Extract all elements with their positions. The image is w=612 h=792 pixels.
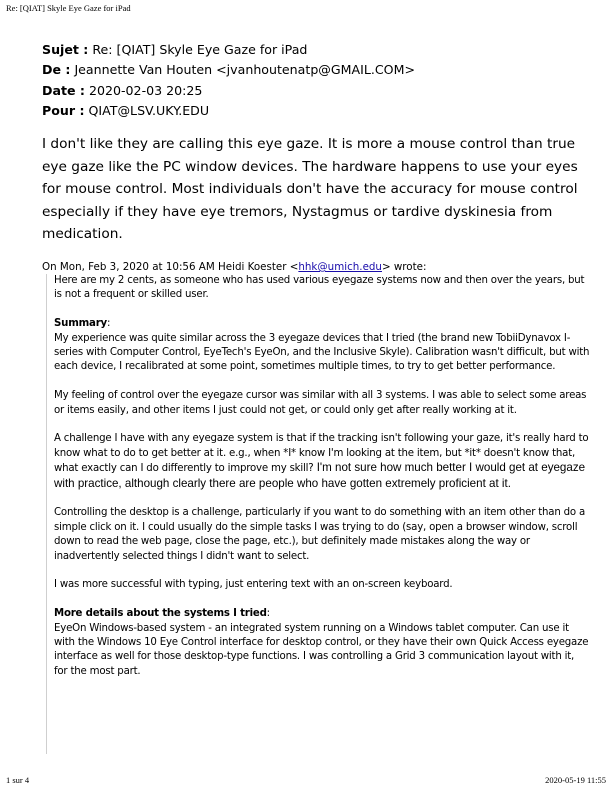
summary-heading-line [54, 317, 590, 331]
from-label: De : [42, 62, 71, 78]
quoted-message [46, 274, 590, 754]
date-label: Date : [42, 82, 85, 98]
quote-paragraph-4: Controlling the desktop is a challenge, particularly if you want to do something with an item other than do a simple click on it. I could usually do the simple tasks I was trying to do (say, open a browser window, scroll down to read the web page, close the page, etc.), but definitely made mistakes along the way or inadvertently selected things I didn't want to select. [54, 507, 586, 562]
quote-paragraph-3-main: A challenge I have with any eyegaze system is that if the tracking isn't following your gaze, it's really hard to know what to do to get better at it. e.g., when *I* know I'm looking at the item, but *it* doesn't know that, what exactly can I do differently to improve my skill? [54, 433, 589, 475]
attribution-email-link[interactable]: hhk@umich.edu [298, 261, 382, 273]
details-heading: More details about the systems I tried [54, 608, 267, 620]
quote-paragraph-2: My feeling of control over the eyegaze cursor was similar with all 3 systems. I was able to select some areas or items easily, and other items I just could not get, or could only get after really working at it. [54, 390, 587, 416]
to-value: QIAT@LSV.UKY.EDU [88, 103, 210, 119]
to-label: Pour : [42, 103, 85, 119]
subject-value: Re: [QIAT] Skyle Eye Gaze for iPad [92, 42, 308, 57]
quote-intro: Here are my 2 cents, as someone who has used various eyegaze systems now and then over the years, but is not a frequent or skilled user. [54, 275, 585, 301]
details-colon: : [266, 608, 270, 620]
quote-paragraph-1: My experience was quite similar across the 3 eyegaze devices that I tried (the brand new TobiiDynavox I-series with Computer Control, EyeTech's EyeOn, and the Inclusive Skyle). Calibration wasn't difficult, but with each device, I recalibrated at some point, sometimes multiple times, to try to get better performance. [54, 332, 590, 373]
attribution-suffix: > wrote: [381, 261, 427, 273]
email-headers [42, 40, 582, 122]
reply-body [42, 133, 582, 246]
date-row [42, 81, 582, 101]
quote-paragraph-5: I was more successful with typing, just entering text with an on-screen keyboard. [54, 579, 453, 591]
quote-paragraph-6: EyeOn Windows-based system - an integrated system running on a Windows tablet computer. Can use it with the Windows 10 Eye Control interface for desktop control, or they have their own Quick Access eyegaze interface as well for those desktop-type functions. I was controlling a Grid 3 communication layout with it, for the most part. [54, 622, 589, 677]
summary-heading: Summary [54, 318, 107, 330]
details-heading-line [54, 607, 590, 621]
subject-row [42, 40, 582, 60]
to-row [42, 101, 582, 121]
subject-label: Sujet : [42, 42, 89, 57]
from-row [42, 60, 582, 80]
quote-paragraph-3-inserted: I'm not sure how much better I would get at eyegaze with practice, although clearly there are people who have gotten extremely proficient at it. [54, 461, 586, 490]
print-header-title: Re: [QIAT] Skyle Eye Gaze for iPad [6, 3, 131, 13]
reply-text: I don't like they are calling this eye gaze. It is more a mouse control than true eye gaze like the PC window devices. The hardware happens to use your eyes for mouse control. Most individuals don't have the accuracy for mouse control especially if they have eye tremors, Nystagmus or tardive dyskinesia from medication. [42, 136, 578, 243]
print-footer-page: 1 sur 4 [6, 775, 30, 785]
from-value: Jeannette Van Houten <jvanhoutenatp@GMAIL.COM> [74, 62, 416, 78]
date-value: 2020-02-03 20:25 [88, 82, 203, 98]
attribution-prefix: On Mon, Feb 3, 2020 at 10:56 AM Heidi Koester < [42, 261, 299, 273]
summary-colon: : [106, 318, 111, 330]
quote-paragraph-3 [54, 432, 590, 492]
print-footer-datetime: 2020-05-19 11:55 [545, 775, 606, 785]
quote-attribution [42, 260, 582, 274]
